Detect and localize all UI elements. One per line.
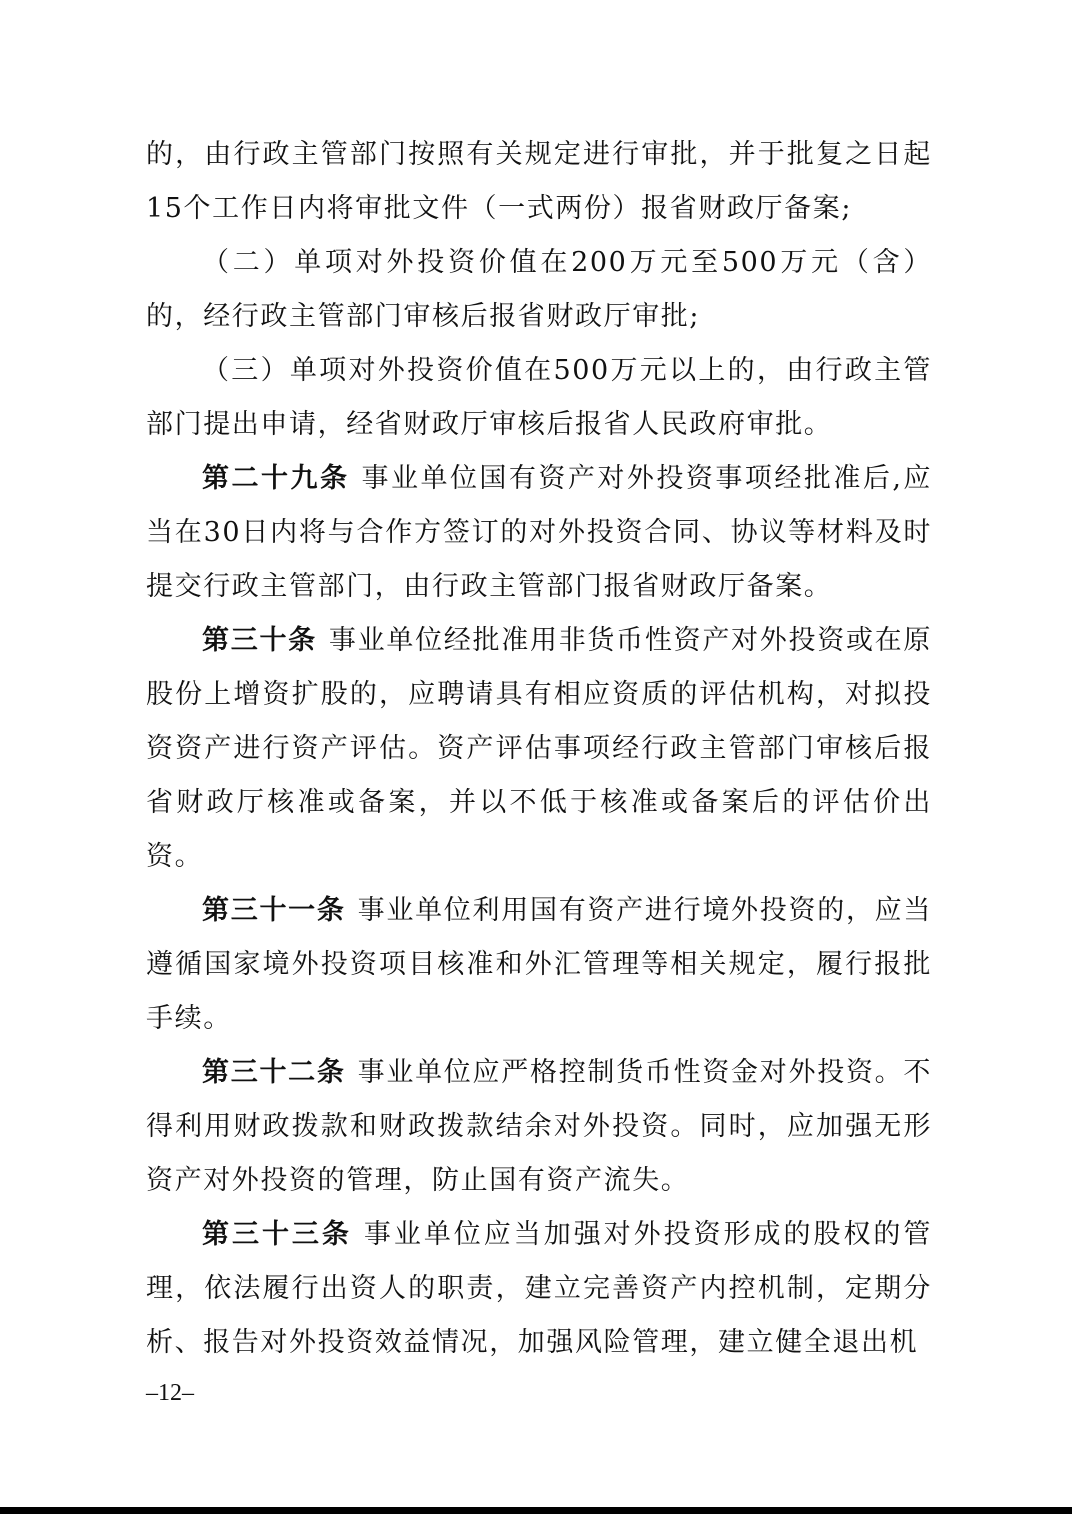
document-body (146, 128, 932, 1370)
paragraph-item-2 (146, 236, 932, 344)
paragraph-text: 事业单位应严格控制货币性资金对外投资。不得利用财政拨款和财政拨款结余对外投资。同时，应加强无形资产对外投资的管理，防止国有资产流失。 (146, 1057, 932, 1196)
article-30 (146, 614, 932, 884)
paragraph-text: 事业单位国有资产对外投资事项经批准后,应当在30日内将与合作方签订的对外投资合同、协议等材料及时提交行政主管部门，由行政主管部门报省财政厅备案。 (146, 463, 932, 602)
paragraph-text: 事业单位经批准用非货币性资产对外投资或在原股份上增资扩股的，应聘请具有相应资质的评估机构，对拟投资资产进行资产评估。资产评估事项经行政主管部门审核后报省财政厅核准或备案，并以不低于核准或备案后的评估价出资。 (146, 625, 932, 872)
article-32 (146, 1046, 932, 1208)
article-number: 第二十九条 (202, 463, 350, 494)
paragraph-item-3 (146, 344, 932, 452)
page-number: –12– (146, 1380, 194, 1406)
paragraph-text: （三）单项对外投资价值在500万元以上的，由行政主管部门提出申请，经省财政厅审核后报省人民政府审批。 (146, 355, 932, 440)
article-number: 第三十三条 (202, 1219, 352, 1250)
paragraph-text: 事业单位应当加强对外投资形成的股权的管理，依法履行出资人的职责，建立完善资产内控机制，定期分析、报告对外投资效益情况，加强风险管理，建立健全退出机 (146, 1219, 932, 1358)
paragraph-text: 的，由行政主管部门按照有关规定进行审批，并于批复之日起15个工作日内将审批文件（一式两份）报省财政厅备案; (146, 139, 932, 224)
article-number: 第三十条 (202, 625, 317, 656)
bottom-border (0, 1507, 1072, 1514)
paragraph-text: （二）单项对外投资价值在200万元至500万元（含）的，经行政主管部门审核后报省财政厅审批; (146, 247, 932, 332)
article-number: 第三十二条 (202, 1057, 346, 1088)
article-number: 第三十一条 (202, 895, 346, 926)
paragraph-continuation (146, 128, 932, 236)
article-29 (146, 452, 932, 614)
paragraph-text: 事业单位利用国有资产进行境外投资的，应当遵循国家境外投资项目核准和外汇管理等相关规定，履行报批手续。 (146, 895, 932, 1034)
article-31 (146, 884, 932, 1046)
article-33 (146, 1208, 932, 1370)
